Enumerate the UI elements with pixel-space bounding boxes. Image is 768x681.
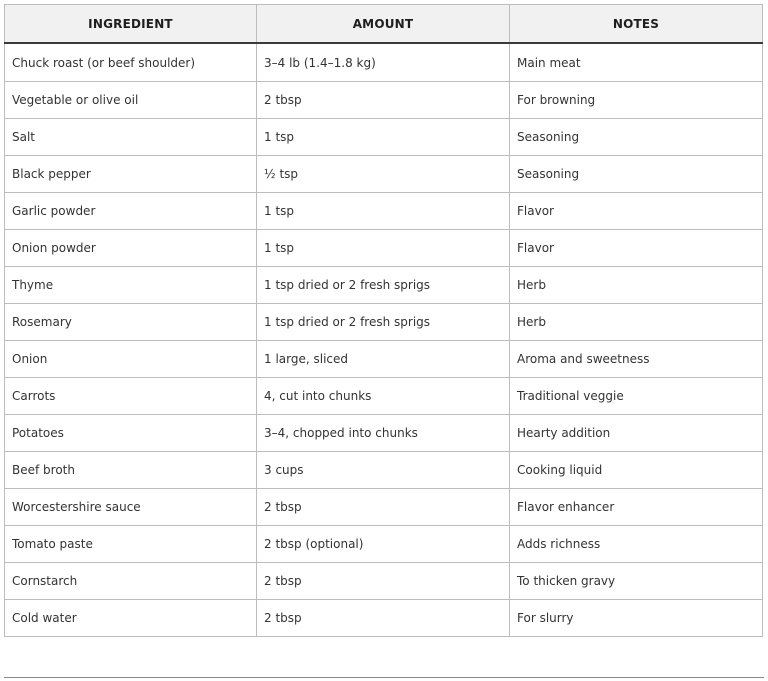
header-row bbox=[5, 5, 763, 44]
cell-notes: Flavor bbox=[510, 193, 763, 230]
table-row bbox=[5, 489, 763, 526]
ingredients-table bbox=[4, 4, 763, 637]
cell-notes: Flavor enhancer bbox=[510, 489, 763, 526]
cell-notes: Herb bbox=[510, 267, 763, 304]
table-row bbox=[5, 193, 763, 230]
cell-notes: For slurry bbox=[510, 600, 763, 637]
cell-ingredient: Cornstarch bbox=[5, 563, 257, 600]
ingredients-table-container bbox=[4, 4, 762, 637]
cell-notes: Traditional veggie bbox=[510, 378, 763, 415]
cell-amount: 3 cups bbox=[257, 452, 510, 489]
table-row bbox=[5, 230, 763, 267]
cell-notes: Seasoning bbox=[510, 119, 763, 156]
cell-ingredient: Tomato paste bbox=[5, 526, 257, 563]
header-notes: NOTES bbox=[510, 5, 763, 44]
cell-amount: 2 tbsp (optional) bbox=[257, 526, 510, 563]
table-row bbox=[5, 43, 763, 82]
table-row bbox=[5, 378, 763, 415]
cell-amount: 3–4, chopped into chunks bbox=[257, 415, 510, 452]
cell-amount: 2 tbsp bbox=[257, 489, 510, 526]
cell-notes: For browning bbox=[510, 82, 763, 119]
cell-ingredient: Worcestershire sauce bbox=[5, 489, 257, 526]
cell-amount: 1 tsp dried or 2 fresh sprigs bbox=[257, 267, 510, 304]
cell-notes: To thicken gravy bbox=[510, 563, 763, 600]
table-row bbox=[5, 156, 763, 193]
cell-amount: 2 tbsp bbox=[257, 563, 510, 600]
table-header bbox=[5, 5, 763, 44]
cell-notes: Hearty addition bbox=[510, 415, 763, 452]
header-ingredient: INGREDIENT bbox=[5, 5, 257, 44]
table-row bbox=[5, 526, 763, 563]
cell-notes: Cooking liquid bbox=[510, 452, 763, 489]
cell-notes: Aroma and sweetness bbox=[510, 341, 763, 378]
cell-amount: 2 tbsp bbox=[257, 600, 510, 637]
table-row bbox=[5, 600, 763, 637]
cell-amount: 1 tsp bbox=[257, 119, 510, 156]
cell-amount: 1 tsp dried or 2 fresh sprigs bbox=[257, 304, 510, 341]
table-row bbox=[5, 267, 763, 304]
cell-ingredient: Vegetable or olive oil bbox=[5, 82, 257, 119]
cell-ingredient: Onion powder bbox=[5, 230, 257, 267]
cell-ingredient: Chuck roast (or beef shoulder) bbox=[5, 43, 257, 82]
cell-notes: Flavor bbox=[510, 230, 763, 267]
cell-ingredient: Garlic powder bbox=[5, 193, 257, 230]
cell-amount: 4, cut into chunks bbox=[257, 378, 510, 415]
cell-ingredient: Potatoes bbox=[5, 415, 257, 452]
header-amount: AMOUNT bbox=[257, 5, 510, 44]
table-row bbox=[5, 563, 763, 600]
cell-amount: ½ tsp bbox=[257, 156, 510, 193]
cell-amount: 1 tsp bbox=[257, 230, 510, 267]
table-row bbox=[5, 452, 763, 489]
cell-ingredient: Carrots bbox=[5, 378, 257, 415]
table-row bbox=[5, 82, 763, 119]
cell-ingredient: Beef broth bbox=[5, 452, 257, 489]
cell-amount: 1 large, sliced bbox=[257, 341, 510, 378]
cell-amount: 2 tbsp bbox=[257, 82, 510, 119]
cell-notes: Main meat bbox=[510, 43, 763, 82]
table-body bbox=[5, 43, 763, 637]
cell-amount: 1 tsp bbox=[257, 193, 510, 230]
table-row bbox=[5, 119, 763, 156]
cell-ingredient: Cold water bbox=[5, 600, 257, 637]
cell-notes: Herb bbox=[510, 304, 763, 341]
cell-ingredient: Thyme bbox=[5, 267, 257, 304]
cell-ingredient: Onion bbox=[5, 341, 257, 378]
cell-ingredient: Black pepper bbox=[5, 156, 257, 193]
section-divider bbox=[4, 677, 764, 678]
table-row bbox=[5, 341, 763, 378]
cell-amount: 3–4 lb (1.4–1.8 kg) bbox=[257, 43, 510, 82]
cell-notes: Seasoning bbox=[510, 156, 763, 193]
cell-ingredient: Salt bbox=[5, 119, 257, 156]
cell-ingredient: Rosemary bbox=[5, 304, 257, 341]
table-row bbox=[5, 304, 763, 341]
table-row bbox=[5, 415, 763, 452]
cell-notes: Adds richness bbox=[510, 526, 763, 563]
